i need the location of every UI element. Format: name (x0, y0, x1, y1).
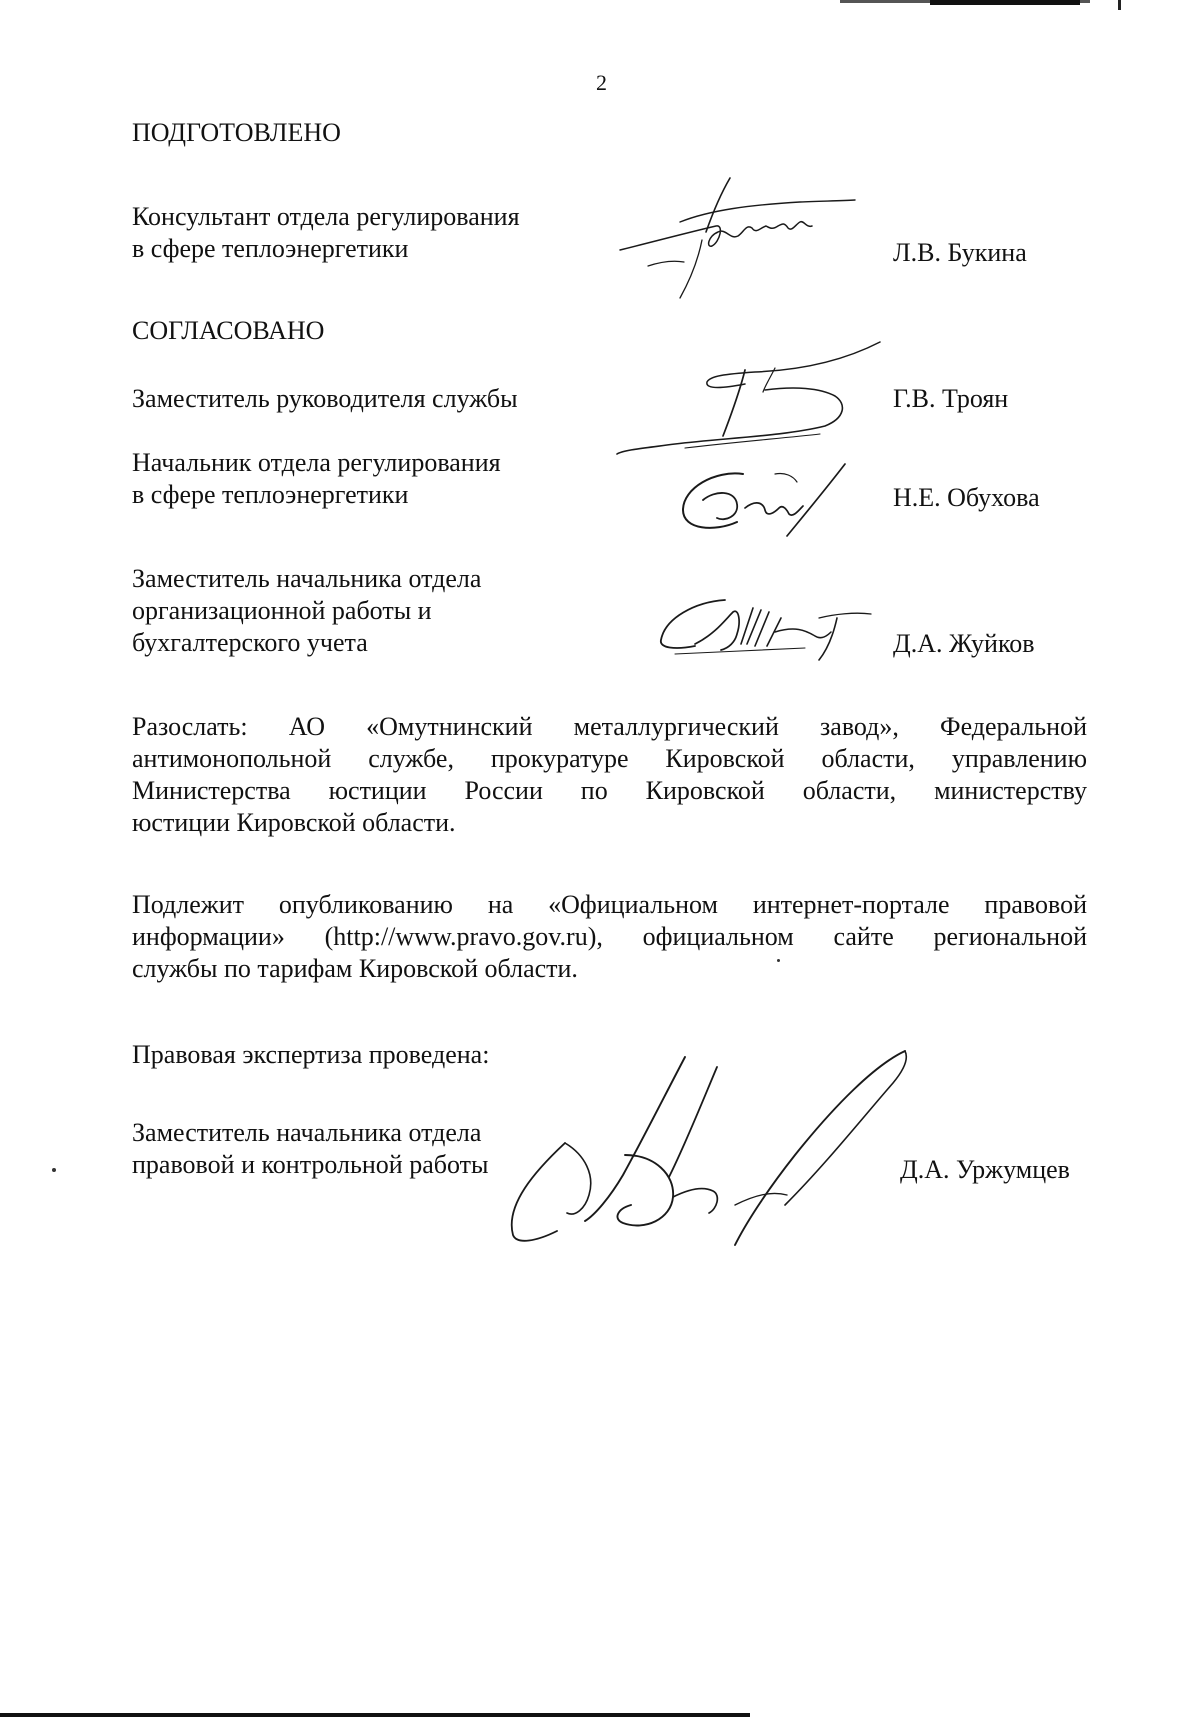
position-line: правовой и контрольной работы (132, 1150, 489, 1179)
agreed-signer-name-2: Н.Е. Обухова (893, 483, 1040, 512)
agreed-position-1 (132, 383, 518, 415)
agreed-position-3 (132, 563, 481, 659)
distribution-line: Разослать: АО «Омутнинский металлургический завод», Федеральной (132, 712, 1087, 741)
signature-bukina (620, 170, 860, 305)
position-line: Заместитель начальника отдела (132, 564, 482, 593)
legal-review-signer-name: Д.А. Уржумцев (900, 1155, 1070, 1184)
position-line: бухгалтерского учета (132, 628, 368, 657)
publication-line: службы по тарифам Кировской области. (132, 954, 578, 983)
legal-review-position (132, 1117, 488, 1181)
position-line: Заместитель начальника отдела (132, 1118, 482, 1147)
agreed-heading: СОГЛАСОВАНО (132, 316, 325, 345)
position-line: в сфере теплоэнергетики (132, 234, 409, 263)
scan-dot (777, 959, 780, 962)
position-line: Заместитель руководителя службы (132, 384, 518, 413)
distribution-paragraph (132, 711, 1087, 839)
distribution-line: антимонопольной службе, прокуратуре Кировской области, управлению (132, 744, 1087, 773)
scan-dot (52, 1168, 56, 1172)
position-line: организационной работы и (132, 596, 432, 625)
agreed-signer-name-1: Г.В. Троян (893, 384, 1009, 413)
agreed-signer-name-3: Д.А. Жуйков (893, 629, 1035, 658)
position-line: Начальник отдела регулирования (132, 448, 501, 477)
scan-artifact-top-right (1118, 0, 1121, 10)
signature-zhuykov (655, 588, 875, 668)
scan-artifact-bottom (0, 1713, 750, 1717)
agreed-position-2 (132, 447, 501, 511)
distribution-line: Министерства юстиции России по Кировской области, министерству (132, 776, 1087, 805)
page-number: 2 (596, 70, 607, 95)
prepared-heading: ПОДГОТОВЛЕНО (132, 118, 341, 147)
position-line: Консультант отдела регулирования (132, 202, 520, 231)
legal-review-heading: Правовая экспертиза проведена: (132, 1040, 490, 1069)
publication-line: информации» (http://www.pravo.gov.ru), официальном сайте региональной (132, 922, 1087, 951)
prepared-signer-name: Л.В. Букина (893, 238, 1027, 267)
signature-obukhova (675, 460, 855, 540)
scan-artifact-top-dark (930, 0, 1080, 5)
signature-urzhumtsev (505, 1045, 915, 1250)
position-line: в сфере теплоэнергетики (132, 480, 409, 509)
publication-paragraph (132, 889, 1087, 985)
signature-troyan (615, 330, 885, 470)
distribution-line: юстиции Кировской области. (132, 808, 456, 837)
publication-line: Подлежит опубликованию на «Официальном интернет-портале правовой (132, 890, 1087, 919)
prepared-position (132, 201, 520, 265)
